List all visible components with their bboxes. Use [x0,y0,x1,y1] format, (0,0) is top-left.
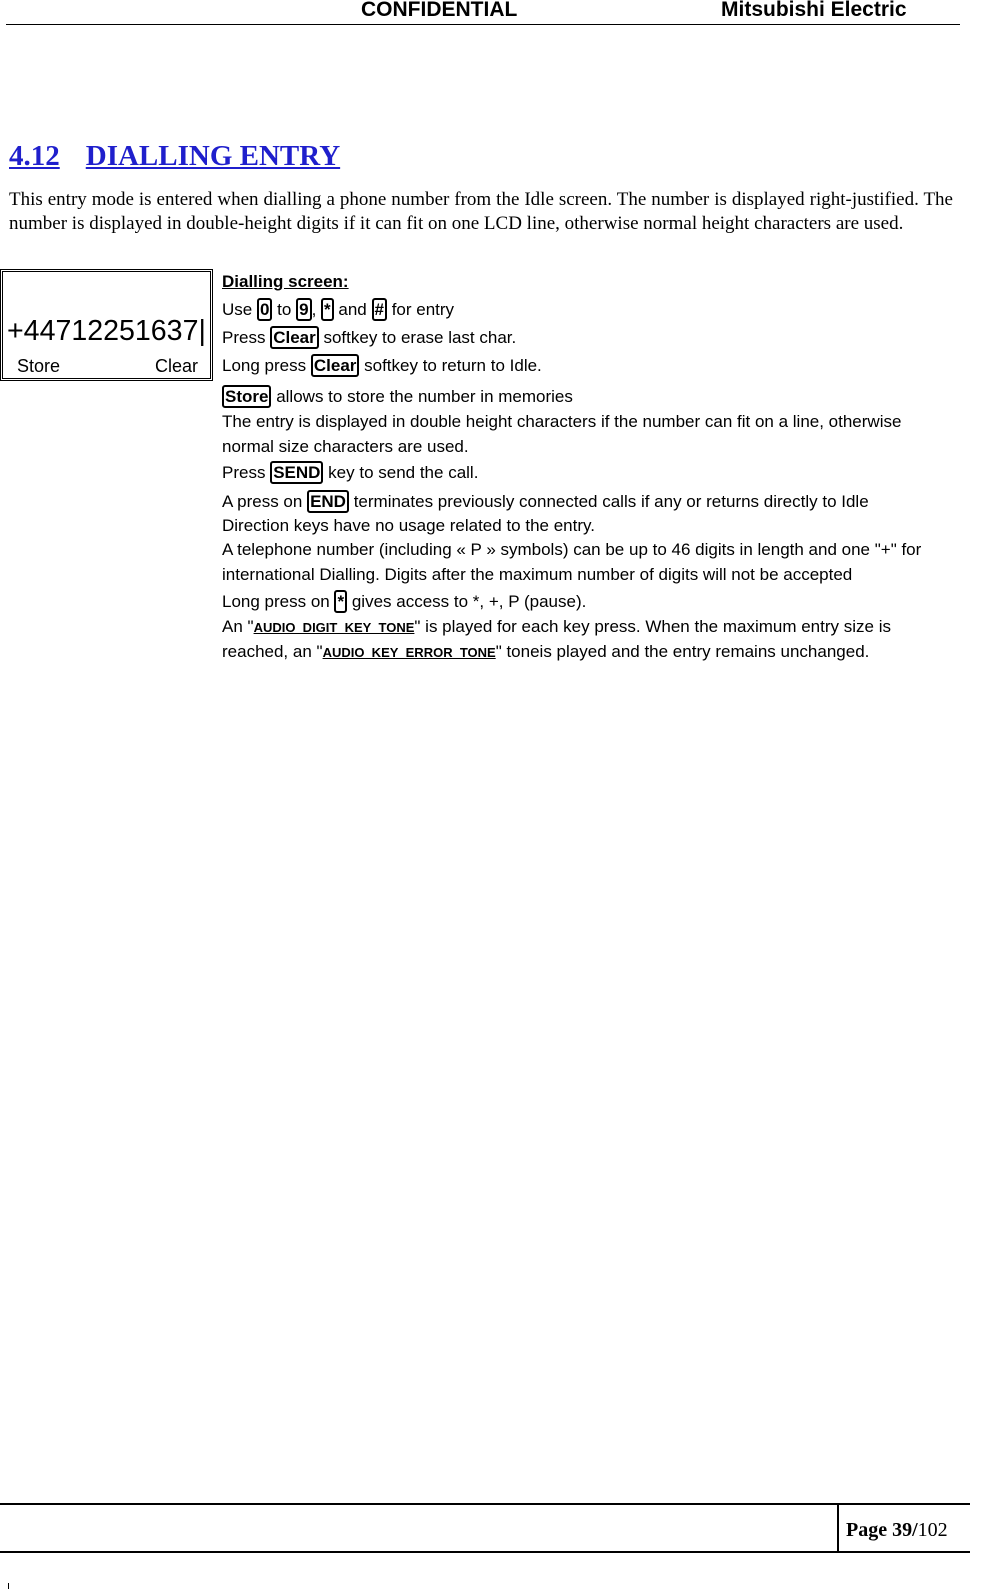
page-header [6,0,960,25]
telnum-line-2: international Dialling. Digits after the maximum number of digits will not be accepted [222,565,853,584]
section-title [9,140,340,173]
section-number: 4.12 [9,140,60,172]
long-clear-line: Long press Clear softkey to return to Idle. [222,356,542,375]
lcd-screen [0,269,213,381]
key-store: Store [222,385,271,408]
page-footer [0,1503,970,1553]
description-title: Dialling screen: [222,272,349,291]
key-end: END [307,490,349,513]
key-star-long: * [334,590,347,613]
clear-softkey-label: Clear [154,356,198,376]
star-access-line: Long press on * gives access to *, +, P (pause). [222,592,587,611]
direction-line: Direction keys have no usage related to the entry. [222,516,595,535]
store-line: Store allows to store the number in memories [222,385,573,408]
key-0: 0 [257,298,272,321]
send-line: Press SEND key to send the call. [222,463,479,482]
error-tone-line: reached, an "AUDIO_KEY_ERROR_TONE" toneis played and the entry remains unchanged. [222,642,870,661]
double-height-line-2: normal size characters are used. [222,437,469,456]
confidential-label: CONFIDENTIAL [361,0,518,21]
key-clear-long: Clear [311,354,360,377]
clear-line: Press Clear softkey to erase last char. [222,328,517,347]
telnum-line-1: A telephone number (including « P » symbols) can be up to 46 digits in length and one "+" for [222,540,922,559]
page-number: Page 39/102 [846,1519,948,1541]
key-9: 9 [296,298,311,321]
footer-mark [8,1583,9,1589]
footer-divider [837,1505,839,1551]
key-send: SEND [270,461,323,484]
digit-tone-line: An "AUDIO_DIGIT_KEY_TONE" is played for each key press. When the maximum entry size is [222,617,891,636]
digit-tone-code: AUDIO_DIGIT_KEY_TONE [253,620,415,635]
end-line: A press on END terminates previously connected calls if any or returns directly to Idle [222,492,869,511]
use-keys-line: Use 0 to 9 , * and # for entry [222,300,455,319]
dialled-number: +44712251637| [7,315,206,347]
key-star: * [321,298,334,321]
key-clear: Clear [270,326,319,349]
section-heading: DIALLING ENTRY [85,140,341,172]
company-name: Mitsubishi Electric [721,0,907,21]
intro-paragraph: This entry mode is entered when dialling a phone number from the Idle screen. The number is displayed right-justified. The number is displayed in double-height digits if it can fit on one LCD line, otherwise normal height characters are used. [9,189,953,234]
store-softkey-label: Store [17,356,61,376]
error-tone-code: AUDIO_KEY_ERROR_TONE [322,645,496,660]
double-height-line-1: The entry is displayed in double height characters if the number can fit on a line, otherwise [222,412,902,431]
key-hash: # [372,298,387,321]
